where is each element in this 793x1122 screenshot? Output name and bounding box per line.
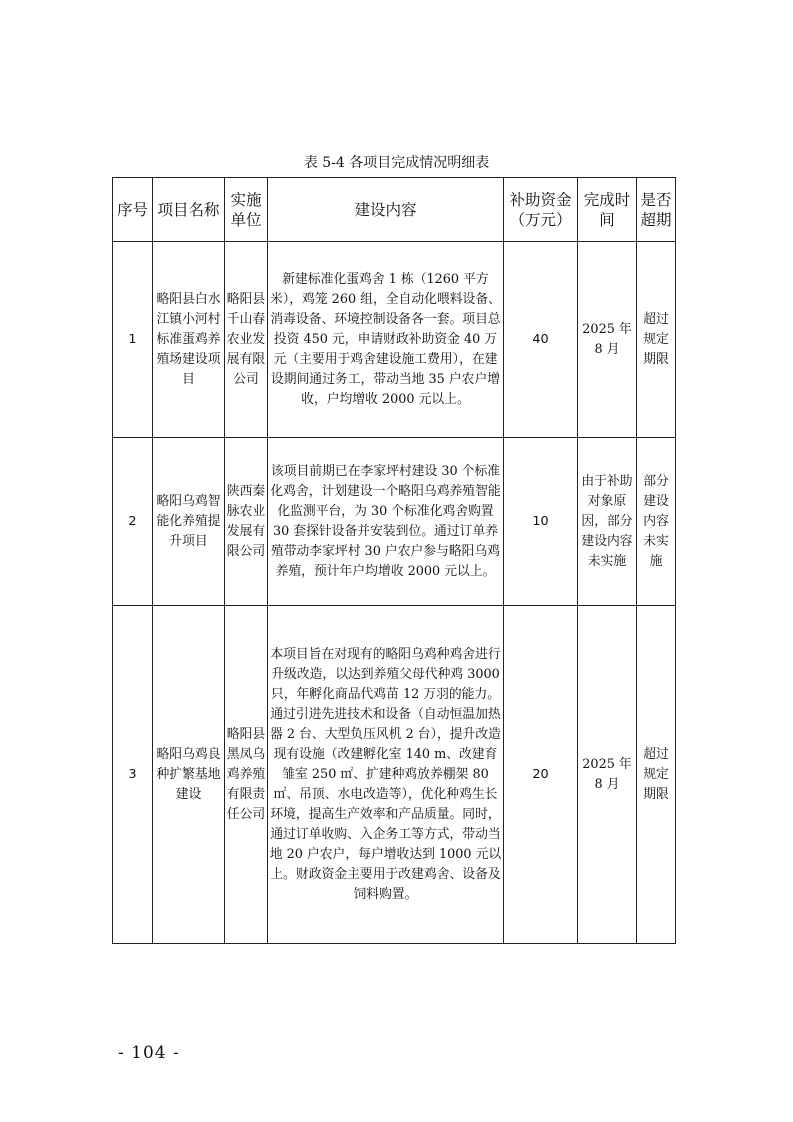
row-seq: 1 (113, 242, 153, 438)
row-completion-time: 2025 年 8 月 (578, 242, 637, 438)
row-seq: 2 (113, 438, 153, 606)
header-subsidy: 补助资金（万元） (504, 178, 578, 242)
table-row (113, 606, 676, 944)
header-time: 完成时间 (578, 178, 637, 242)
header-content: 建设内容 (268, 178, 504, 242)
row-completion-time: 由于补助对象原因，部分建设内容未实施 (578, 438, 637, 606)
row-content: 该项目前期已在李家坪村建设 30 个标准化鸡舍，计划建设一个略阳乌鸡养殖智能化监测平台，为 30 个标准化鸡舍购置 30 套探针设备并安装到位。通过订单养殖带动李家坪村 30 户农户参与略阳乌鸡养殖，预计年户均增收 2000 元以上。 (268, 438, 504, 606)
row-unit: 略阳县千山春农业发展有限公司 (225, 242, 268, 438)
row-unit: 陕西秦脉农业发展有限公司 (225, 438, 268, 606)
row-unit: 略阳县黑凤乌鸡养殖有限责任公司 (225, 606, 268, 944)
table-row (113, 438, 676, 606)
header-unit: 实施单位 (225, 178, 268, 242)
row-seq: 3 (113, 606, 153, 944)
row-project-name: 略阳乌鸡良种扩繁基地建设 (153, 606, 225, 944)
row-completion-time: 2025 年 8 月 (578, 606, 637, 944)
row-overdue: 超过规定期限 (637, 242, 676, 438)
row-content: 新建标准化蛋鸡舍 1 栋（1260 平方米），鸡笼 260 组，全自动化喂料设备、消毒设备、环境控制设备各一套。项目总投资 450 元，申请财政补助资金 40 万元（主要用于鸡舍建设施工费用），在建设期间通过务工，带动当地 35 户农户增收，户均增收 2000 元以上。 (268, 242, 504, 438)
table-row (113, 242, 676, 438)
row-project-name: 略阳县白水江镇小河村标准蛋鸡养殖场建设项目 (153, 242, 225, 438)
project-completion-table (112, 177, 676, 944)
header-seq: 序号 (113, 178, 153, 242)
row-project-name: 略阳乌鸡智能化养殖提升项目 (153, 438, 225, 606)
table-caption: 表 5-4 各项目完成情况明细表 (303, 155, 490, 171)
page-number: - 104 - (118, 1043, 180, 1063)
row-subsidy: 40 (504, 242, 578, 438)
header-overdue: 是否超期 (637, 178, 676, 242)
header-name: 项目名称 (153, 178, 225, 242)
row-subsidy: 20 (504, 606, 578, 944)
row-subsidy: 10 (504, 438, 578, 606)
row-overdue: 部分建设内容未实施 (637, 438, 676, 606)
header-row (113, 178, 676, 242)
row-content: 本项目旨在对现有的略阳乌鸡种鸡舍进行升级改造，以达到养殖父母代种鸡 3000 只，年孵化商品代鸡苗 12 万羽的能力。通过引进先进技术和设备（自动恒温加热器 2 台、大型负压风机 2 台），提升改造现有设施（改建孵化室 140 m、改建育雏室 250 ㎡、扩建种鸡放养棚架 80 ㎡、吊顶、水电改造等），优化种鸡生长环境，提高生产效率和产品质量。同时，通过订单收购、入企务工等方式，带动当地 20 户农户，每户增收达到 1000 元以上。财政资金主要用于改建鸡舍、设备及饲料购置。 (268, 606, 504, 944)
row-overdue: 超过规定期限 (637, 606, 676, 944)
